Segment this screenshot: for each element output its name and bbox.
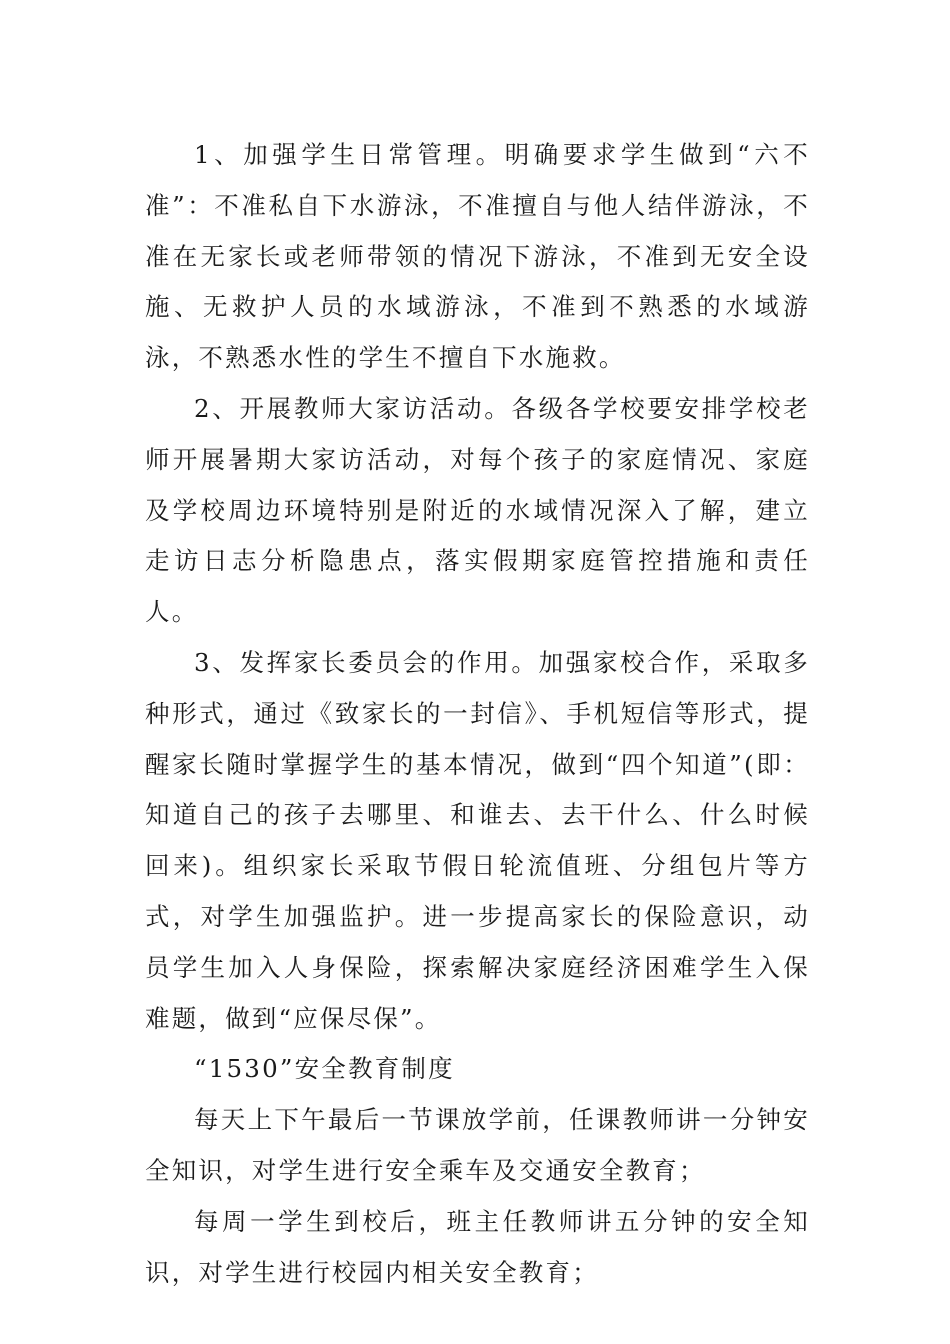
paragraph-daily-management: 1、加强学生日常管理。明确要求学生做到“六不准”：不准私自下水游泳，不准擅自与他人结伴游泳，不准在无家长或老师带领的情况下游泳，不准到无安全设施、无救护人员的水域游泳，不准到不熟悉的水域游泳，不熟悉水性的学生不擅自下水施救。	[145, 140, 810, 373]
section-heading-1530: “1530”安全教育制度	[194, 1054, 455, 1084]
paragraph-teacher-home-visits: 2、开展教师大家访活动。各级各学校要安排学校老师开展暑期大家访活动，对每个孩子的家庭情况、家庭及学校周边环境特别是附近的水域情况深入了解，建立走访日志分析隐患点，落实假期家庭管控措施和责任人。	[145, 393, 810, 627]
document-body	[145, 130, 810, 1298]
paragraph-daily-one-minute: 每天上下午最后一节课放学前，任课教师讲一分钟安全知识，对学生进行安全乘车及交通安全教育；	[145, 1105, 810, 1185]
paragraph-monday-five-minutes: 每周一学生到校后，班主任教师讲五分钟的安全知识，对学生进行校园内相关安全教育；	[145, 1206, 810, 1287]
paragraph-parent-committee: 3、发挥家长委员会的作用。加强家校合作，采取多种形式，通过《致家长的一封信》、手机短信等形式，提醒家长随时掌握学生的基本情况，做到“四个知道”(即：知道自己的孩子去哪里、和谁去、去干什么、什么时候回来)。组织家长采取节假日轮流值班、分组包片等方式，对学生加强监护。进一步提高家长的保险意识，动员学生加入人身保险，探索解决家庭经济困难学生入保难题，做到“应保尽保”。	[145, 647, 810, 1033]
